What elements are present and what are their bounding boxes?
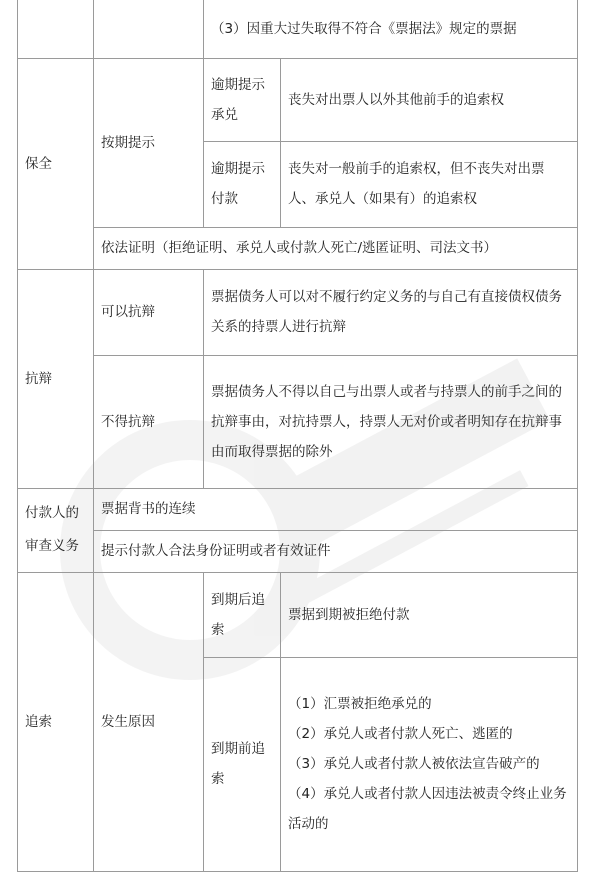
table-row <box>18 0 578 58</box>
list-item: （2）承兑人或者付款人死亡、逃匿的 <box>288 726 513 742</box>
cell-text: 票据债务人不得以自己与出票人或者与持票人的前手之间的抗辩事由，对抗持票人，持票人无对价或者明知存在抗辩事由而取得票据的除外 <box>204 355 578 488</box>
subcategory-label: 发生原因 <box>94 572 204 871</box>
cell-text: 依法证明（拒绝证明、承兑人或付款人死亡/逃匿证明、司法文书） <box>94 227 578 269</box>
cell-label: 逾期提示承兑 <box>204 58 281 141</box>
cell-text: （3）因重大过失取得不符合《票据法》规定的票据 <box>204 0 578 58</box>
category-label: 抗辩 <box>18 269 94 488</box>
table-row <box>18 488 578 530</box>
table-row <box>18 355 578 488</box>
cell-list <box>281 657 578 871</box>
bill-law-table <box>17 0 578 872</box>
category-label: 付款人的审查义务 <box>18 488 94 572</box>
table-row <box>18 227 578 269</box>
subcategory-label: 可以抗辩 <box>94 269 204 355</box>
subcategory-label: 不得抗辩 <box>94 355 204 488</box>
cell-empty <box>94 0 204 58</box>
table-row <box>18 58 578 141</box>
cell-text: 提示付款人合法身份证明或者有效证件 <box>94 530 578 572</box>
table-row <box>18 530 578 572</box>
list-item: （1）汇票被拒绝承兑的 <box>288 696 432 712</box>
cell-empty <box>18 0 94 58</box>
cell-text: 票据背书的连续 <box>94 488 578 530</box>
table-row <box>18 269 578 355</box>
cell-text: 票据债务人可以对不履行约定义务的与自己有直接债权债务关系的持票人进行抗辩 <box>204 269 578 355</box>
cell-label: 到期前追索 <box>204 657 281 871</box>
list-item: （3）承兑人或者付款人被依法宣告破产的 <box>288 756 540 772</box>
cell-label: 逾期提示付款 <box>204 141 281 227</box>
cell-label: 到期后追索 <box>204 572 281 657</box>
cell-text: 丧失对一般前手的追索权，但不丧失对出票人、承兑人（如果有）的追索权 <box>281 141 578 227</box>
table-row <box>18 572 578 657</box>
cell-text: 票据到期被拒绝付款 <box>281 572 578 657</box>
subcategory-label: 按期提示 <box>94 58 204 227</box>
category-label: 追索 <box>18 572 94 871</box>
cell-text: 丧失对出票人以外其他前手的追索权 <box>281 58 578 141</box>
category-label: 保全 <box>18 58 94 269</box>
list-item: （4）承兑人或者付款人因违法被责令终止业务活动的 <box>288 786 567 832</box>
